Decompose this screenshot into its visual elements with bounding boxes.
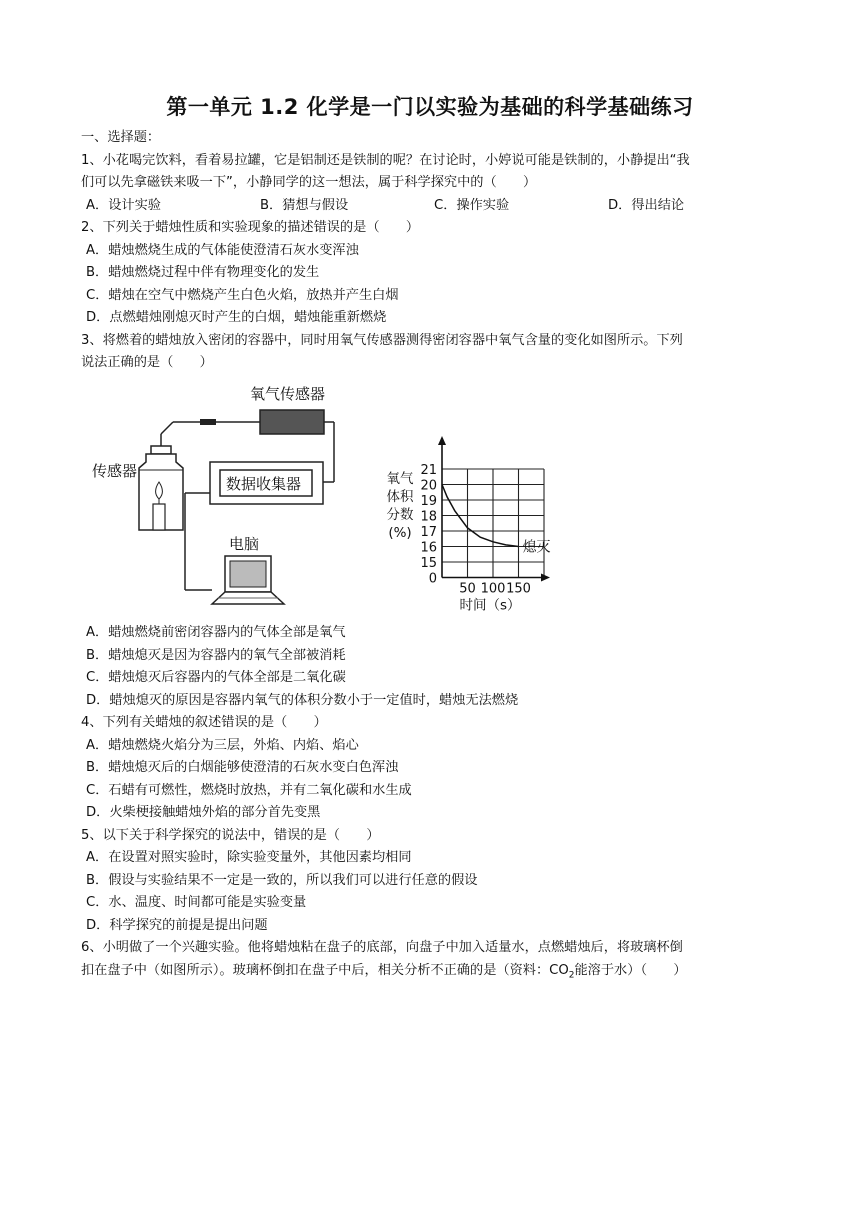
y-tick-label: 20	[420, 478, 437, 494]
q2-stem: 2、下列关于蜡烛性质和实验现象的描述错误的是（ ）	[81, 220, 420, 235]
oxygen-chart	[378, 432, 568, 614]
x-tick-label: 100	[480, 581, 506, 597]
y-tick-label: 17	[420, 525, 437, 540]
q3-option-c: C．蜡烛熄灭后容器内的气体全部是二氧化碳	[86, 670, 346, 685]
q4-option-d: D．火柴梗接触蜡烛外焰的部分首先变黑	[86, 805, 321, 820]
q1-option-b: B．猜想与假设	[260, 198, 349, 213]
extinguished-annotation: 熄灭	[522, 539, 551, 556]
q5-option-c: C．水、温度、时间都可能是实验变量	[86, 895, 307, 910]
x-axis-label: 时间（s）	[459, 597, 521, 614]
q4-option-c: C．石蜡有可燃性，燃烧时放热，并有二氧化碳和水生成	[86, 783, 412, 798]
y-tick-label: 0	[428, 571, 437, 587]
q2-option-c: C．蜡烛在空气中燃烧产生白色火焰，放热并产生白烟	[86, 288, 399, 303]
q5-stem: 5、以下关于科学探究的说法中，错误的是（ ）	[81, 828, 380, 843]
candle	[153, 504, 165, 530]
q3-stem-line2: 说法正确的是（ ）	[81, 355, 213, 370]
oxygen-sensor-label: 氧气传感器	[250, 385, 326, 403]
q6-stem-line2: 扣在盘子中（如图所示）。玻璃杯倒扣在盘子中后，相关分析不正确的是（资料：$CO_2$能溶于水）（ ）	[81, 963, 687, 981]
q3-option-b: B．蜡烛熄灭是因为容器内的氧气全部被消耗	[86, 648, 346, 663]
y-tick-label: 19	[420, 494, 437, 509]
q4-option-b: B．蜡烛熄灭后的白烟能够使澄清的石灰水变白色浑浊	[86, 760, 399, 775]
q3-stem-line1: 3、将燃着的蜡烛放入密闭的容器中，同时用氧气传感器测得密闭容器中氧气含量的变化如图所示。下列	[81, 333, 683, 348]
y-axis-label-line: 氧气	[386, 471, 414, 487]
q3-option-a: A．蜡烛燃烧前密闭容器内的气体全部是氧气	[86, 625, 346, 640]
y-axis-label-line: 体积	[386, 489, 414, 505]
q1-option-d: D．得出结论	[608, 198, 685, 213]
x-tick-label: 150	[506, 581, 531, 597]
y-axis-label-line: (%)	[388, 525, 412, 541]
q3-option-d: D．蜡烛熄灭的原因是容器内氧气的体积分数小于一定值时，蜡烛无法燃烧	[86, 693, 519, 708]
oxygen-sensor-box	[260, 410, 324, 434]
apparatus-figure	[88, 378, 358, 610]
y-axis-arrow	[438, 436, 446, 445]
q2-option-b: B．蜡烛燃烧过程中伴有物理变化的发生	[86, 265, 320, 280]
q4-option-a: A．蜡烛燃烧火焰分为三层，外焰、内焰、焰心	[86, 738, 359, 753]
y-tick-label: 18	[420, 509, 437, 525]
q5-option-d: D．科学探究的前提是提出问题	[86, 918, 268, 933]
y-tick-label: 16	[420, 540, 437, 556]
x-tick-label: 50	[459, 581, 476, 597]
y-axis-label-line: 分数	[386, 507, 414, 523]
page-title: 第一单元 1.2 化学是一门以实验为基础的科学基础练习	[166, 95, 694, 119]
q1-stem-line1: 1、小花喝完饮料，看着易拉罐，它是铝制还是铁制的呢？在讨论时，小婷说可能是铁制的，小静提出“我	[81, 153, 690, 168]
sensor-label: 传感器	[92, 462, 138, 480]
q1-option-a: A．设计实验	[86, 198, 161, 213]
q5-option-a: A．在设置对照实验时，除实验变量外，其他因素均相同	[86, 850, 412, 865]
y-tick-label: 21	[420, 463, 437, 478]
q1-stem-line2: 们可以先拿磁铁来吸一下”，小静同学的这一想法，属于科学探究中的（ ）	[81, 175, 537, 190]
x-axis-arrow	[541, 574, 550, 582]
data-collector-label: 数据收集器	[226, 475, 302, 493]
q6-stem-line1: 6、小明做了一个兴趣实验。他将蜡烛粘在盘子的底部，向盘子中加入适量水，点燃蜡烛后，将玻璃杯倒	[81, 940, 683, 955]
section-heading: 一、选择题：	[81, 130, 161, 145]
y-tick-label: 15	[420, 556, 437, 571]
q4-stem: 4、下列有关蜡烛的叙述错误的是（ ）	[81, 715, 327, 730]
q5-option-b: B．假设与实验结果不一定是一致的，所以我们可以进行任意的假设	[86, 873, 478, 888]
computer-label: 电脑	[229, 535, 260, 553]
q1-option-c: C．操作实验	[434, 198, 510, 213]
q2-option-a: A．蜡烛燃烧生成的气体能使澄清石灰水变浑浊	[86, 243, 359, 258]
q2-option-d: D．点燃蜡烛刚熄灭时产生的白烟，蜡烛能重新燃烧	[86, 310, 387, 325]
